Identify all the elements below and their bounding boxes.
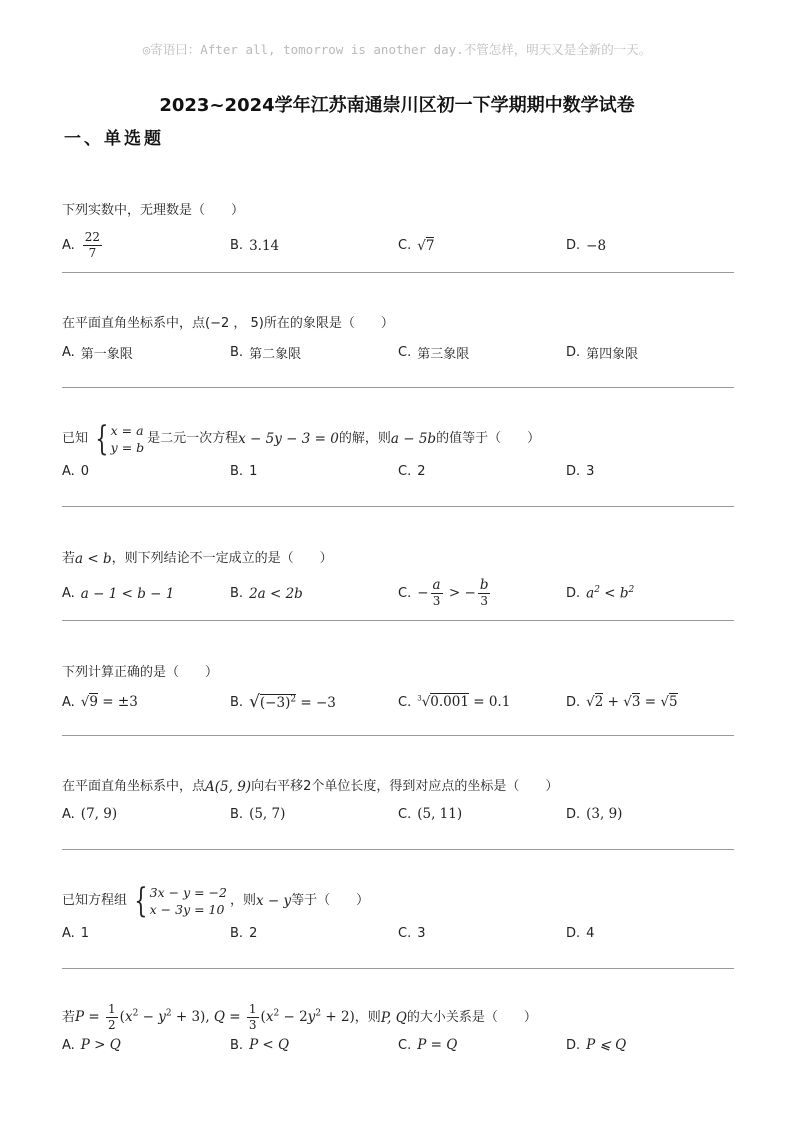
option-label: D. — [566, 345, 581, 360]
option-text: P ⩽ Q — [586, 1037, 627, 1053]
question-6 — [62, 776, 734, 822]
stem-text: 在平面直角坐标系中，点(−2 ， 5)所在的象限是（ ） — [62, 316, 394, 331]
stem-text: 若 — [62, 1009, 76, 1025]
option-text: 1 — [249, 464, 258, 479]
option-text: 第一象限 — [80, 347, 133, 362]
option-label: B. — [230, 464, 244, 479]
stem-text: 下列计算正确的是（ ） — [62, 665, 219, 680]
option-a[interactable] — [62, 1037, 230, 1053]
option-label: C. — [398, 345, 412, 360]
option-label: B. — [230, 1037, 244, 1053]
option-label: B. — [230, 238, 244, 253]
option-d[interactable] — [566, 230, 734, 261]
option-label: D. — [566, 806, 581, 822]
option-d[interactable] — [566, 343, 734, 362]
option-text: 4 — [586, 926, 595, 941]
option-text: 第二象限 — [249, 347, 302, 362]
watermark: ◎寄语曰：After all, tomorrow is another day.不管怎样，明天又是全新的一天。 — [142, 42, 652, 57]
question-3 — [62, 419, 734, 479]
option-text: (5, 11) — [417, 806, 463, 822]
page-title: 2023~2024学年江苏南通崇川区初一下学期期中数学试卷 — [159, 95, 635, 116]
option-text: 1 — [80, 926, 90, 941]
stem-text: 等于（ ） — [291, 893, 370, 908]
stem-text: 是二元一次方程 — [147, 431, 239, 446]
option-formula: $√(-3)^2 = -3$ — [249, 692, 336, 712]
option-text: P < Q — [249, 1037, 290, 1053]
option-b[interactable] — [230, 230, 398, 261]
stem-text: ，则下列结论不一定成立的是（ ） — [111, 551, 333, 566]
option-label: B. — [230, 694, 244, 710]
option-label: A. — [62, 238, 75, 253]
option-b[interactable] — [230, 1037, 398, 1053]
stem-text: 的大小关系是（ ） — [406, 1009, 537, 1025]
option-label: A. — [62, 1037, 75, 1053]
option-b[interactable] — [230, 343, 398, 362]
divider — [62, 735, 734, 736]
option-b[interactable] — [230, 806, 398, 822]
option-c[interactable] — [398, 806, 566, 822]
option-label: D. — [566, 238, 581, 253]
question-7 — [62, 881, 734, 941]
option-text: (7, 9) — [80, 806, 118, 822]
option-label: A. — [62, 806, 75, 822]
option-a[interactable] — [62, 806, 230, 822]
option-label: D. — [566, 926, 581, 941]
system-row: x − 3y = 10 — [149, 902, 225, 917]
option-c[interactable] — [398, 464, 566, 479]
option-text: 3 — [586, 464, 595, 479]
equation-system: { 3x − y = −2 x − 3y = 10 — [134, 881, 227, 921]
point: A(5, 9) — [205, 779, 252, 795]
question-stem — [62, 200, 734, 222]
option-label: D. — [566, 464, 581, 479]
option-b[interactable] — [230, 578, 398, 609]
option-formula: $a^2 < b^2$ — [586, 585, 635, 602]
divider — [62, 387, 734, 388]
option-text: (5, 7) — [249, 806, 286, 822]
option-d[interactable] — [566, 806, 734, 822]
option-label: D. — [566, 586, 581, 601]
option-d[interactable] — [566, 926, 734, 941]
option-formula: − $\frac{a}{3}$ > − $\frac{b}{3}$ — [417, 577, 489, 608]
option-label: C. — [398, 586, 412, 601]
fraction-22-7: $\frac{22}{7}$ — [84, 230, 101, 260]
question-stem — [62, 662, 734, 684]
option-d[interactable] — [566, 464, 734, 479]
question-4 — [62, 548, 734, 609]
option-text: P = Q — [417, 1037, 458, 1053]
system-row: y = b — [110, 440, 145, 455]
system-row: x = a — [110, 423, 144, 438]
option-label: B. — [230, 586, 244, 601]
question-stem — [62, 776, 734, 798]
option-text: −8 — [586, 237, 607, 254]
stem-text: 在平面直角坐标系中，点 — [62, 779, 206, 794]
option-d[interactable] — [566, 692, 734, 712]
option-text: 第四象限 — [586, 347, 639, 362]
option-text: 2 — [249, 926, 258, 941]
stem-text: 已知方程组 — [62, 893, 128, 908]
option-label: C. — [398, 1037, 412, 1053]
system-row: 3x − y = −2 — [149, 885, 227, 900]
stem-text: 若 — [62, 551, 76, 566]
option-label: D. — [566, 1037, 581, 1053]
stem-text: 的解，则 — [338, 431, 391, 446]
option-text: 0 — [80, 464, 90, 479]
option-text: 2a < 2b — [249, 585, 303, 602]
stem-text: 已知 — [62, 431, 89, 446]
condition: a < b — [75, 551, 112, 567]
option-label: B. — [230, 345, 244, 360]
option-text: 2 — [417, 464, 426, 479]
option-a[interactable] — [62, 464, 230, 479]
option-label: D. — [566, 694, 581, 710]
option-formula: √9 = ±3 — [80, 694, 138, 710]
divider — [62, 620, 734, 621]
question-stem — [62, 881, 734, 921]
question-stem — [62, 313, 734, 335]
option-a[interactable] — [62, 230, 230, 261]
option-c[interactable] — [398, 1037, 566, 1053]
option-label: A. — [62, 345, 75, 360]
question-5 — [62, 662, 734, 712]
option-b[interactable] — [230, 926, 398, 941]
section-heading: 一、单选题 — [64, 129, 164, 149]
divider — [62, 968, 734, 969]
stem-text: ，则 — [354, 1009, 381, 1025]
option-formula: $^3$√0.001 = 0.1 — [417, 694, 511, 710]
question-stem — [62, 1002, 734, 1033]
pq-definition: P = $\frac{1}{2}$ $(x^2 - y^2 + 3)$, Q = $\frac{1}{3}$ $(x^2 - 2y^2 + 2)$ — [75, 1002, 355, 1032]
option-a[interactable] — [62, 578, 230, 609]
question-8 — [62, 1002, 734, 1053]
expression: a − 5b — [390, 431, 437, 447]
stem-text: 向右平移2个单位长度，得到对应点的坐标是（ ） — [251, 779, 559, 794]
option-label: C. — [398, 464, 412, 479]
option-label: C. — [398, 238, 412, 253]
question-stem — [62, 419, 734, 459]
divider — [62, 272, 734, 273]
option-c[interactable] — [398, 926, 566, 941]
option-d[interactable] — [566, 578, 734, 609]
option-c[interactable] — [398, 230, 566, 261]
sqrt-7: √7 — [417, 237, 435, 254]
option-d[interactable] — [566, 1037, 734, 1053]
option-b[interactable] — [230, 464, 398, 479]
option-label: C. — [398, 694, 412, 710]
option-label: C. — [398, 806, 412, 822]
stem-text: 的值等于（ ） — [436, 431, 541, 446]
option-b[interactable] — [230, 692, 398, 712]
option-label: C. — [398, 926, 412, 941]
option-label: B. — [230, 806, 244, 822]
stem-text: 下列实数中，无理数是（ ） — [62, 203, 245, 218]
option-text: a − 1 < b − 1 — [80, 585, 175, 602]
equation-system: { x = a y = b — [95, 419, 145, 459]
option-c[interactable] — [398, 692, 566, 712]
option-label: A. — [62, 586, 75, 601]
option-label: B. — [230, 926, 244, 941]
option-a[interactable] — [62, 692, 230, 712]
stem-text: ，则 — [230, 893, 257, 908]
option-text: 第三象限 — [417, 347, 470, 362]
option-c[interactable] — [398, 578, 566, 609]
option-a[interactable] — [62, 926, 230, 941]
option-text: (3, 9) — [586, 806, 623, 822]
expression: P, Q — [380, 1009, 407, 1026]
option-c[interactable] — [398, 343, 566, 362]
option-label: A. — [62, 926, 75, 941]
option-label: A. — [62, 694, 75, 710]
question-1 — [62, 200, 734, 261]
option-formula: √2 + √3 = √5 — [586, 694, 678, 710]
option-text: 3.14 — [249, 237, 280, 254]
equation: x − 5y − 3 = 0 — [238, 431, 339, 447]
option-label: A. — [62, 464, 75, 479]
divider — [62, 849, 734, 850]
question-2 — [62, 313, 734, 362]
question-stem — [62, 548, 734, 570]
divider — [62, 506, 734, 507]
expression: x − y — [256, 893, 292, 909]
option-text: 3 — [417, 926, 426, 941]
option-text: P > Q — [80, 1037, 121, 1053]
option-a[interactable] — [62, 343, 230, 362]
